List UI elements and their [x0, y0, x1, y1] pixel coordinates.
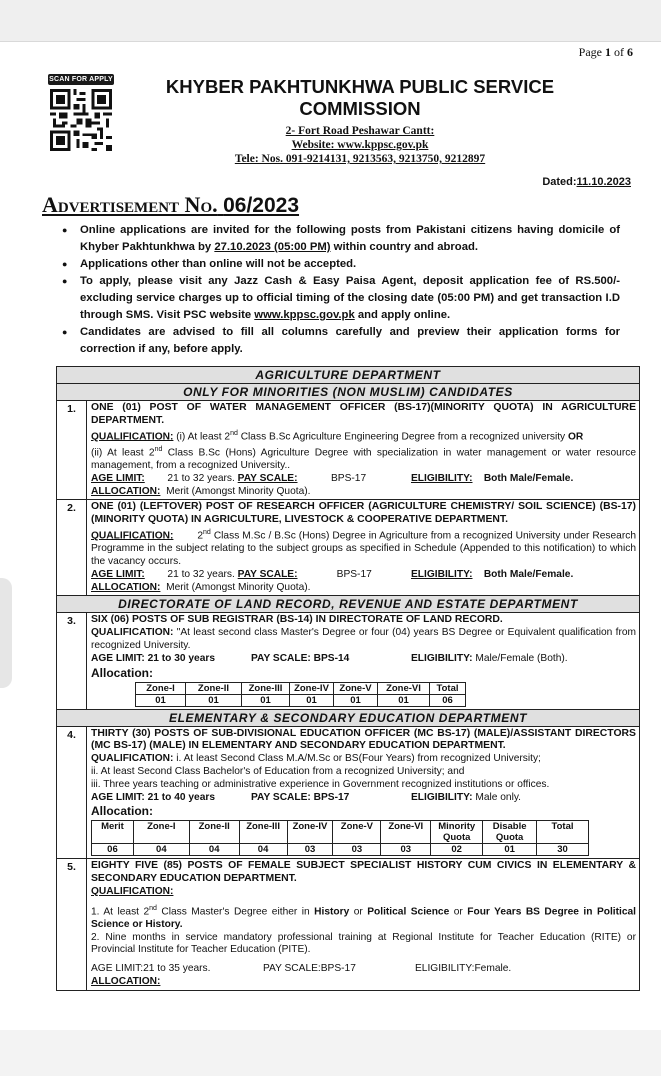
serial-number: 5.: [57, 859, 87, 991]
instruction-item: ● To apply, please visit any Jazz Cash & Easy Paisa Agent, deposit application fee of RS.500/- excluding service charges up to official timing of the closing date (05:00 PM) and get transaction I.D through SMS. Visit PSC website www.kppsc.gov.pk and apply online.: [60, 273, 620, 324]
zone-header-cell: Zone-III: [242, 682, 290, 694]
instruction-item: ● Applications other than online will not be accepted.: [60, 256, 620, 273]
post-title: SIX (06) POSTS OF SUB REGISTRAR (BS-14) IN DIRECTORATE OF LAND RECORD.: [91, 614, 503, 626]
post-qualification: iii. Three years teaching or administrative experience in Government recognized institutions or offices.: [91, 778, 550, 790]
zone-value-cell: 04: [133, 844, 189, 856]
post-row: [57, 613, 640, 709]
post-title: THIRTY (30) POSTS OF SUB-DIVISIONAL EDUCATION OFFICER (MC BS-17) (MALE)/ASSISTANT DIRECTORS (MC BS-17) (MALE) IN ELEMENTARY AND SECONDARY EDUCATION DEPARTMENT.: [91, 727, 636, 752]
zone-header-cell: Zone-III: [239, 821, 287, 844]
side-scroll-tab[interactable]: [0, 578, 12, 688]
post-allocation: ALLOCATION:: [91, 976, 161, 988]
commission-header: [130, 76, 590, 166]
qr-code-icon[interactable]: [50, 89, 112, 151]
zone-header-row: [92, 821, 589, 844]
commission-website[interactable]: Website: www.kppsc.gov.pk: [291, 139, 429, 151]
viewer-bottom-bar: [0, 1030, 661, 1076]
zone-header-cell: Zone-I: [133, 821, 189, 844]
section-land-record: DIRECTORATE OF LAND RECORD, REVENUE AND ESTATE DEPARTMENT: [57, 596, 640, 613]
post-terms: AGE LIMIT: 21 to 32 years. PAY SCALE: BPS-17 ELIGIBILITY: Both Male/Female.: [91, 568, 574, 580]
zone-value-cell: 03: [333, 844, 381, 856]
zone-value-cell: 01: [334, 694, 378, 706]
zone-value-cell: 01: [378, 694, 430, 706]
zone-header-cell: Zone-V: [334, 682, 378, 694]
serial-number: 4.: [57, 726, 87, 859]
qr-label: SCAN FOR APPLY: [49, 76, 113, 83]
post-row: [57, 500, 640, 596]
zone-header-cell: Merit: [92, 821, 134, 844]
zone-value-cell: 03: [381, 844, 431, 856]
zone-header-cell: Zone-VI: [378, 682, 430, 694]
post-qualification: QUALIFICATION: i. At least Second Class M.A/M.Sc or BS(Four Years) from recognized University;: [91, 753, 541, 765]
posts-table: [56, 366, 640, 991]
post-terms: AGE LIMIT: 21 to 30 years PAY SCALE: BPS-14 ELIGIBILITY: Male/Female (Both).: [91, 652, 568, 664]
zone-value-cell: 04: [189, 844, 239, 856]
zone-header-cell: Zone-VI: [381, 821, 431, 844]
instruction-item: ● Candidates are advised to fill all columns carefully and preview their application forms for correction if any, before apply.: [60, 324, 620, 358]
zone-header-cell: Total: [430, 682, 466, 694]
zone-header-cell: Disable Quota: [483, 821, 537, 844]
advertisement-heading: Advertisement No. 06/2023: [42, 192, 300, 217]
instructions-list: [60, 222, 620, 358]
post-qualification: QUALIFICATION: (i) At least 2nd Class B.Sc Agriculture Engineering Degree from a recognized university OR: [91, 429, 584, 442]
serial-number: 3.: [57, 613, 87, 709]
post-terms: AGE LIMIT:21 to 35 years. PAY SCALE:BPS-17 ELIGIBILITY:Female.: [91, 963, 512, 975]
qualification-label: QUALIFICATION:: [91, 885, 174, 897]
zone-allocation-table: [135, 682, 466, 707]
post-qualification: QUALIFICATION: "At least second class Master's Degree or four (04) years BS Degree or Equivalent qualification from recognized University.: [91, 627, 636, 651]
zone-header-cell: Zone-I: [136, 682, 186, 694]
zone-header-cell: Zone-II: [189, 821, 239, 844]
post-title: ONE (01) POST OF WATER MANAGEMENT OFFICER (BS-17)(MINORITY QUOTA) IN AGRICULTURE DEPARTMENT.: [91, 402, 636, 426]
post-terms: AGE LIMIT: 21 to 32 years. PAY SCALE: BPS-17 ELIGIBILITY: Both Male/Female.: [91, 472, 574, 484]
page-number: Page 1 of 6: [578, 45, 633, 59]
post-qualification-alt: (ii) At least 2nd Class B.Sc (Hons) Agriculture Degree with specialization in water management or water resource management, from a recognized University..: [91, 445, 636, 471]
post-qualification: ii. At least Second Class Bachelor's of Education from a recognized University; and: [91, 765, 465, 777]
zone-value-cell: 01: [186, 694, 242, 706]
zone-header-cell: Total: [537, 821, 589, 844]
zone-value-cell: 30: [537, 844, 589, 856]
kppsc-link[interactable]: www.kppsc.gov.pk: [254, 309, 355, 321]
commission-title-line1: KHYBER PAKHTUNKHWA PUBLIC SERVICE: [165, 76, 555, 97]
zone-value-row: [136, 694, 466, 706]
document-page: [20, 42, 645, 1030]
serial-number: 1.: [57, 401, 87, 500]
zone-header-cell: Zone-II: [186, 682, 242, 694]
section-agriculture: AGRICULTURE DEPARTMENT: [57, 367, 640, 384]
advertisement-date: Dated:11.10.2023: [542, 176, 631, 188]
commission-address: 2- Fort Road Peshawar Cantt:: [285, 125, 435, 137]
zone-header-cell: Zone-IV: [287, 821, 333, 844]
viewer-top-bar: [0, 0, 661, 42]
post-terms: AGE LIMIT: 21 to 40 years PAY SCALE: BPS-17 ELIGIBILITY: Male only.: [91, 791, 522, 803]
zone-value-row: [92, 844, 589, 856]
post-qualification: QUALIFICATION: 2nd Class M.Sc / B.Sc (Hons) Degree in Agriculture from a recognized University under Research Programme in the subject relating to the subject groups as specified in Schedule (Appended to this notification) to which the vacancy occurs.: [91, 528, 636, 567]
post-qualification: 1. At least 2nd Class Master's Degree either in History or Political Science or Four Years BS Degree in Political Science or History.: [91, 904, 637, 930]
zone-value-cell: 06: [430, 694, 466, 706]
zone-value-cell: 01: [136, 694, 186, 706]
instruction-item: ● Online applications are invited for the following posts from Pakistani citizens having domicile of Khyber Pakhtunkhwa by 27.10.2023 (05:00 PM) within country and abroad.: [60, 222, 620, 256]
zone-value-cell: 01: [290, 694, 334, 706]
zone-header-cell: Zone-V: [333, 821, 381, 844]
zone-header-cell: Zone-IV: [290, 682, 334, 694]
commission-title-line2: COMMISSION: [299, 98, 421, 119]
zone-value-cell: 01: [483, 844, 537, 856]
zone-value-cell: 04: [239, 844, 287, 856]
zone-header-cell: Minority Quota: [431, 821, 483, 844]
section-education: ELEMENTARY & SECONDARY EDUCATION DEPARTMENT: [57, 709, 640, 726]
allocation-title: Allocation:: [91, 804, 153, 819]
zone-value-cell: 06: [92, 844, 134, 856]
section-minorities: ONLY FOR MINORITIES (NON MUSLIM) CANDIDATES: [57, 384, 640, 401]
post-qualification: 2. Nine months in service mandatory professional training at Regional Institute for Teacher Education (RITE) or Provincial Institute for Teacher Education (PITE).: [91, 931, 636, 956]
qr-block[interactable]: [48, 74, 114, 151]
post-row: [57, 401, 640, 500]
post-title: EIGHTY FIVE (85) POSTS OF FEMALE SUBJECT SPECIALIST HISTORY CUM CIVICS IN ELEMENTARY & SECONDARY EDUCATION DEPARTMENT.: [91, 860, 636, 885]
post-row: [57, 859, 640, 991]
commission-telephone: Tele: Nos. 091-9214131, 9213563, 9213750, 9212897: [234, 153, 486, 165]
post-row: [57, 726, 640, 859]
zone-value-cell: 01: [242, 694, 290, 706]
post-allocation: ALLOCATION: Merit (Amongst Minority Quota).: [91, 485, 311, 497]
zone-value-cell: 02: [431, 844, 483, 856]
zone-header-row: [136, 682, 466, 694]
post-allocation: ALLOCATION: Merit (Amongst Minority Quota).: [91, 581, 311, 593]
post-title: ONE (01) (LEFTOVER) POST OF RESEARCH OFFICER (AGRICULTURE CHEMISTRY/ SOIL SCIENCE) (BS-17)(MINORITY QUOTA) IN AGRICULTURE, LIVESTOCK & COOPERATIVE DEPARTMENT.: [91, 501, 636, 526]
zone-value-cell: 03: [287, 844, 333, 856]
serial-number: 2.: [57, 500, 87, 596]
allocation-title: Allocation:: [91, 665, 153, 680]
zone-allocation-table: [91, 820, 589, 856]
